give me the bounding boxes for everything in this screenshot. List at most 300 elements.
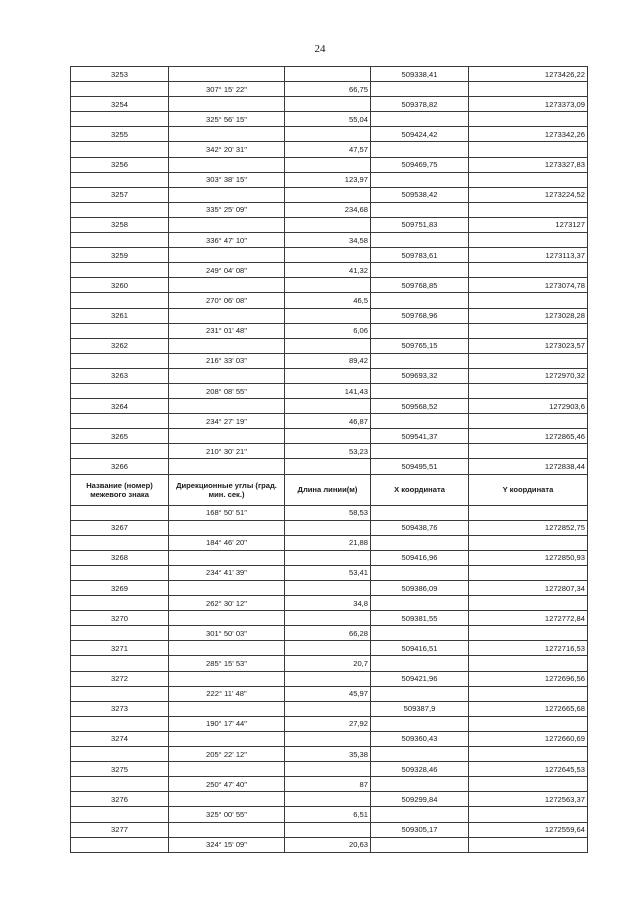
- segment-row: [71, 837, 588, 852]
- line-length-cell: 53,23: [285, 444, 371, 459]
- segment-row: [71, 444, 588, 459]
- x-coordinate-cell: 509416,96: [371, 550, 469, 565]
- direction-angle-cell: 285° 15' 53": [169, 656, 285, 671]
- line-length-cell: [285, 217, 371, 232]
- x-coordinate-cell: [371, 323, 469, 338]
- x-coordinate-cell: [371, 716, 469, 731]
- point-name-cell: [71, 505, 169, 520]
- direction-angle-cell: [169, 368, 285, 383]
- point-name-cell: [71, 656, 169, 671]
- point-name-cell: [71, 383, 169, 398]
- y-coordinate-cell: [469, 112, 588, 127]
- line-length-cell: [285, 187, 371, 202]
- y-coordinate-cell: [469, 837, 588, 852]
- x-coordinate-cell: [371, 202, 469, 217]
- line-length-cell: 46,87: [285, 414, 371, 429]
- y-coordinate-cell: [469, 233, 588, 248]
- x-coordinate-cell: 509765,15: [371, 338, 469, 353]
- line-length-cell: [285, 248, 371, 263]
- line-length-cell: 20,7: [285, 656, 371, 671]
- y-coordinate-cell: [469, 293, 588, 308]
- point-name-cell: 3275: [71, 762, 169, 777]
- y-coordinate-cell: 1272645,53: [469, 762, 588, 777]
- direction-angle-cell: [169, 671, 285, 686]
- point-row: [71, 459, 588, 474]
- y-coordinate-cell: [469, 686, 588, 701]
- y-coordinate-cell: [469, 535, 588, 550]
- point-name-cell: [71, 142, 169, 157]
- point-row: [71, 97, 588, 112]
- point-name-cell: 3260: [71, 278, 169, 293]
- y-coordinate-cell: 1272970,32: [469, 368, 588, 383]
- point-row: [71, 550, 588, 565]
- direction-angle-cell: 335° 25' 09": [169, 202, 285, 217]
- line-length-cell: 234,68: [285, 202, 371, 217]
- line-length-cell: 123,97: [285, 172, 371, 187]
- direction-angle-cell: [169, 127, 285, 142]
- y-coordinate-cell: [469, 353, 588, 368]
- segment-row: [71, 535, 588, 550]
- point-name-cell: 3273: [71, 701, 169, 716]
- x-coordinate-cell: [371, 596, 469, 611]
- line-length-cell: [285, 127, 371, 142]
- line-length-cell: 66,75: [285, 82, 371, 97]
- direction-angle-cell: 190° 17' 44": [169, 716, 285, 731]
- point-name-cell: 3263: [71, 368, 169, 383]
- direction-angle-cell: [169, 429, 285, 444]
- x-coordinate-cell: 509469,75: [371, 157, 469, 172]
- y-coordinate-cell: 1273327,83: [469, 157, 588, 172]
- point-row: [71, 67, 588, 82]
- x-coordinate-cell: [371, 293, 469, 308]
- x-coordinate-cell: [371, 353, 469, 368]
- line-length-cell: [285, 308, 371, 323]
- point-name-cell: [71, 172, 169, 187]
- x-coordinate-cell: [371, 233, 469, 248]
- point-row: [71, 278, 588, 293]
- point-row: [71, 641, 588, 656]
- table-body-lower: [71, 505, 588, 852]
- line-length-cell: [285, 67, 371, 82]
- x-coordinate-cell: 509693,32: [371, 368, 469, 383]
- point-name-cell: 3271: [71, 641, 169, 656]
- point-name-cell: 3253: [71, 67, 169, 82]
- point-name-cell: [71, 747, 169, 762]
- x-coordinate-cell: [371, 383, 469, 398]
- y-coordinate-cell: 1272865,46: [469, 429, 588, 444]
- line-length-cell: [285, 368, 371, 383]
- line-length-cell: 58,53: [285, 505, 371, 520]
- line-length-cell: 20,63: [285, 837, 371, 852]
- point-name-cell: 3261: [71, 308, 169, 323]
- x-coordinate-cell: [371, 837, 469, 852]
- y-coordinate-cell: 1272563,37: [469, 792, 588, 807]
- x-coordinate-cell: [371, 444, 469, 459]
- x-coordinate-cell: 509568,52: [371, 399, 469, 414]
- segment-row: [71, 626, 588, 641]
- segment-row: [71, 202, 588, 217]
- line-length-cell: [285, 731, 371, 746]
- direction-angle-cell: [169, 611, 285, 626]
- direction-angle-cell: [169, 157, 285, 172]
- y-coordinate-cell: 1273023,57: [469, 338, 588, 353]
- direction-angle-cell: 205° 22' 12": [169, 747, 285, 762]
- header-y: Y координата: [469, 474, 588, 505]
- segment-row: [71, 353, 588, 368]
- segment-row: [71, 747, 588, 762]
- direction-angle-cell: 262° 30' 12": [169, 596, 285, 611]
- point-name-cell: [71, 353, 169, 368]
- line-length-cell: 47,57: [285, 142, 371, 157]
- line-length-cell: [285, 157, 371, 172]
- direction-angle-cell: [169, 762, 285, 777]
- point-row: [71, 822, 588, 837]
- line-length-cell: 53,41: [285, 565, 371, 580]
- direction-angle-cell: [169, 792, 285, 807]
- direction-angle-cell: [169, 641, 285, 656]
- point-name-cell: 3272: [71, 671, 169, 686]
- point-row: [71, 368, 588, 383]
- point-name-cell: [71, 233, 169, 248]
- segment-row: [71, 807, 588, 822]
- x-coordinate-cell: 509299,84: [371, 792, 469, 807]
- point-row: [71, 217, 588, 232]
- point-name-cell: [71, 323, 169, 338]
- line-length-cell: [285, 641, 371, 656]
- y-coordinate-cell: [469, 565, 588, 580]
- line-length-cell: 6,51: [285, 807, 371, 822]
- x-coordinate-cell: [371, 565, 469, 580]
- x-coordinate-cell: [371, 807, 469, 822]
- y-coordinate-cell: [469, 716, 588, 731]
- direction-angle-cell: [169, 187, 285, 202]
- point-name-cell: 3269: [71, 581, 169, 596]
- segment-row: [71, 565, 588, 580]
- x-coordinate-cell: 509768,96: [371, 308, 469, 323]
- direction-angle-cell: [169, 67, 285, 82]
- y-coordinate-cell: 1273342,26: [469, 127, 588, 142]
- y-coordinate-cell: 1272850,93: [469, 550, 588, 565]
- point-name-cell: 3257: [71, 187, 169, 202]
- direction-angle-cell: [169, 278, 285, 293]
- segment-row: [71, 656, 588, 671]
- direction-angle-cell: 301° 50' 03": [169, 626, 285, 641]
- point-row: [71, 671, 588, 686]
- point-name-cell: 3258: [71, 217, 169, 232]
- point-row: [71, 399, 588, 414]
- y-coordinate-cell: 1273127: [469, 217, 588, 232]
- point-row: [71, 701, 588, 716]
- point-row: [71, 762, 588, 777]
- direction-angle-cell: 324° 15' 09": [169, 837, 285, 852]
- header-angle: Дирекционные углы (град. мин. сек.): [169, 474, 285, 505]
- direction-angle-cell: 234° 41' 39": [169, 565, 285, 580]
- direction-angle-cell: 336° 47' 10": [169, 233, 285, 248]
- x-coordinate-cell: 509378,82: [371, 97, 469, 112]
- direction-angle-cell: 216° 33' 03": [169, 353, 285, 368]
- y-coordinate-cell: 1272903,6: [469, 399, 588, 414]
- y-coordinate-cell: 1272807,34: [469, 581, 588, 596]
- segment-row: [71, 596, 588, 611]
- segment-row: [71, 323, 588, 338]
- y-coordinate-cell: 1272660,69: [469, 731, 588, 746]
- point-name-cell: [71, 686, 169, 701]
- y-coordinate-cell: [469, 596, 588, 611]
- line-length-cell: 6,06: [285, 323, 371, 338]
- segment-row: [71, 293, 588, 308]
- y-coordinate-cell: [469, 263, 588, 278]
- direction-angle-cell: [169, 308, 285, 323]
- line-length-cell: [285, 338, 371, 353]
- x-coordinate-cell: [371, 172, 469, 187]
- point-row: [71, 520, 588, 535]
- line-length-cell: [285, 581, 371, 596]
- table-body-upper: [71, 67, 588, 475]
- line-length-cell: 41,32: [285, 263, 371, 278]
- x-coordinate-cell: [371, 414, 469, 429]
- line-length-cell: 34,8: [285, 596, 371, 611]
- line-length-cell: 45,97: [285, 686, 371, 701]
- y-coordinate-cell: 1272852,75: [469, 520, 588, 535]
- x-coordinate-cell: 509783,61: [371, 248, 469, 263]
- header-name: Название (номер) межевого знака: [71, 474, 169, 505]
- y-coordinate-cell: 1273074,78: [469, 278, 588, 293]
- point-name-cell: [71, 444, 169, 459]
- direction-angle-cell: [169, 581, 285, 596]
- point-name-cell: [71, 535, 169, 550]
- direction-angle-cell: [169, 731, 285, 746]
- direction-angle-cell: 208° 08' 55": [169, 383, 285, 398]
- line-length-cell: [285, 97, 371, 112]
- point-name-cell: [71, 293, 169, 308]
- point-name-cell: [71, 716, 169, 731]
- direction-angle-cell: 270° 06' 08": [169, 293, 285, 308]
- direction-angle-cell: 325° 00' 55": [169, 807, 285, 822]
- point-name-cell: 3255: [71, 127, 169, 142]
- point-name-cell: 3277: [71, 822, 169, 837]
- line-length-cell: 66,28: [285, 626, 371, 641]
- line-length-cell: [285, 611, 371, 626]
- header-length: Длина линии(м): [285, 474, 371, 505]
- direction-angle-cell: 325° 56' 15": [169, 112, 285, 127]
- y-coordinate-cell: [469, 656, 588, 671]
- direction-angle-cell: 250° 47' 40": [169, 777, 285, 792]
- x-coordinate-cell: 509381,55: [371, 611, 469, 626]
- point-row: [71, 581, 588, 596]
- y-coordinate-cell: 1272838,44: [469, 459, 588, 474]
- direction-angle-cell: 210° 30' 21": [169, 444, 285, 459]
- point-name-cell: [71, 414, 169, 429]
- x-coordinate-cell: [371, 777, 469, 792]
- y-coordinate-cell: [469, 414, 588, 429]
- x-coordinate-cell: 509305,17: [371, 822, 469, 837]
- point-row: [71, 248, 588, 263]
- x-coordinate-cell: 509387,9: [371, 701, 469, 716]
- point-name-cell: [71, 626, 169, 641]
- point-name-cell: [71, 807, 169, 822]
- y-coordinate-cell: 1273224,52: [469, 187, 588, 202]
- segment-row: [71, 263, 588, 278]
- y-coordinate-cell: 1273373,09: [469, 97, 588, 112]
- x-coordinate-cell: 509386,09: [371, 581, 469, 596]
- line-length-cell: 46,5: [285, 293, 371, 308]
- y-coordinate-cell: [469, 202, 588, 217]
- x-coordinate-cell: [371, 686, 469, 701]
- direction-angle-cell: 249° 04' 08": [169, 263, 285, 278]
- x-coordinate-cell: 509360,43: [371, 731, 469, 746]
- point-name-cell: [71, 202, 169, 217]
- point-row: [71, 308, 588, 323]
- x-coordinate-cell: 509495,51: [371, 459, 469, 474]
- line-length-cell: [285, 671, 371, 686]
- point-name-cell: 3268: [71, 550, 169, 565]
- line-length-cell: [285, 278, 371, 293]
- line-length-cell: [285, 429, 371, 444]
- direction-angle-cell: [169, 338, 285, 353]
- point-row: [71, 338, 588, 353]
- x-coordinate-cell: [371, 505, 469, 520]
- line-length-cell: 89,42: [285, 353, 371, 368]
- point-name-cell: 3262: [71, 338, 169, 353]
- x-coordinate-cell: 509424,42: [371, 127, 469, 142]
- y-coordinate-cell: [469, 82, 588, 97]
- y-coordinate-cell: 1272716,53: [469, 641, 588, 656]
- direction-angle-cell: [169, 97, 285, 112]
- line-length-cell: 141,43: [285, 383, 371, 398]
- line-length-cell: [285, 701, 371, 716]
- point-name-cell: 3274: [71, 731, 169, 746]
- header-x: X координата: [371, 474, 469, 505]
- line-length-cell: 55,04: [285, 112, 371, 127]
- point-name-cell: 3259: [71, 248, 169, 263]
- direction-angle-cell: 342° 20' 31": [169, 142, 285, 157]
- point-name-cell: 3276: [71, 792, 169, 807]
- point-row: [71, 792, 588, 807]
- line-length-cell: 21,88: [285, 535, 371, 550]
- line-length-cell: [285, 520, 371, 535]
- point-name-cell: 3266: [71, 459, 169, 474]
- point-name-cell: [71, 837, 169, 852]
- direction-angle-cell: 231° 01' 48": [169, 323, 285, 338]
- direction-angle-cell: 234° 27' 19": [169, 414, 285, 429]
- line-length-cell: [285, 792, 371, 807]
- segment-row: [71, 777, 588, 792]
- line-length-cell: [285, 822, 371, 837]
- page-number: 24: [314, 43, 326, 55]
- segment-row: [71, 505, 588, 520]
- y-coordinate-cell: [469, 323, 588, 338]
- x-coordinate-cell: 509421,96: [371, 671, 469, 686]
- x-coordinate-cell: 509328,46: [371, 762, 469, 777]
- segment-row: [71, 172, 588, 187]
- x-coordinate-cell: [371, 535, 469, 550]
- segment-row: [71, 414, 588, 429]
- line-length-cell: 34,58: [285, 233, 371, 248]
- segment-row: [71, 686, 588, 701]
- point-name-cell: 3264: [71, 399, 169, 414]
- x-coordinate-cell: 509751,83: [371, 217, 469, 232]
- x-coordinate-cell: [371, 626, 469, 641]
- line-length-cell: 87: [285, 777, 371, 792]
- segment-row: [71, 233, 588, 248]
- direction-angle-cell: [169, 550, 285, 565]
- segment-row: [71, 142, 588, 157]
- y-coordinate-cell: 1272696,56: [469, 671, 588, 686]
- point-name-cell: [71, 263, 169, 278]
- direction-angle-cell: 307° 15' 22": [169, 82, 285, 97]
- x-coordinate-cell: [371, 112, 469, 127]
- x-coordinate-cell: 509416,51: [371, 641, 469, 656]
- direction-angle-cell: [169, 248, 285, 263]
- line-length-cell: [285, 459, 371, 474]
- segment-row: [71, 82, 588, 97]
- y-coordinate-cell: [469, 505, 588, 520]
- point-name-cell: 3267: [71, 520, 169, 535]
- point-row: [71, 611, 588, 626]
- direction-angle-cell: [169, 459, 285, 474]
- direction-angle-cell: 184° 46' 20": [169, 535, 285, 550]
- segment-row: [71, 716, 588, 731]
- line-length-cell: 27,92: [285, 716, 371, 731]
- direction-angle-cell: [169, 217, 285, 232]
- direction-angle-cell: [169, 701, 285, 716]
- direction-angle-cell: [169, 520, 285, 535]
- direction-angle-cell: [169, 399, 285, 414]
- direction-angle-cell: 168° 50' 51": [169, 505, 285, 520]
- y-coordinate-cell: [469, 777, 588, 792]
- x-coordinate-cell: 509538,42: [371, 187, 469, 202]
- y-coordinate-cell: [469, 142, 588, 157]
- y-coordinate-cell: 1273113,37: [469, 248, 588, 263]
- boundary-coordinates-table: [70, 66, 588, 853]
- x-coordinate-cell: [371, 656, 469, 671]
- point-name-cell: [71, 565, 169, 580]
- line-length-cell: [285, 762, 371, 777]
- x-coordinate-cell: [371, 82, 469, 97]
- point-name-cell: [71, 112, 169, 127]
- segment-row: [71, 383, 588, 398]
- y-coordinate-cell: 1273028,28: [469, 308, 588, 323]
- point-row: [71, 157, 588, 172]
- table-header: [71, 474, 588, 505]
- direction-angle-cell: 222° 11' 48": [169, 686, 285, 701]
- y-coordinate-cell: 1272559,64: [469, 822, 588, 837]
- line-length-cell: [285, 399, 371, 414]
- point-name-cell: 3254: [71, 97, 169, 112]
- header-row: [71, 474, 588, 505]
- point-name-cell: [71, 777, 169, 792]
- point-name-cell: 3265: [71, 429, 169, 444]
- x-coordinate-cell: [371, 747, 469, 762]
- y-coordinate-cell: [469, 807, 588, 822]
- x-coordinate-cell: [371, 142, 469, 157]
- y-coordinate-cell: [469, 172, 588, 187]
- x-coordinate-cell: [371, 263, 469, 278]
- point-name-cell: 3256: [71, 157, 169, 172]
- line-length-cell: [285, 550, 371, 565]
- point-name-cell: [71, 82, 169, 97]
- y-coordinate-cell: [469, 747, 588, 762]
- direction-angle-cell: 303° 38' 15": [169, 172, 285, 187]
- point-row: [71, 187, 588, 202]
- point-row: [71, 429, 588, 444]
- point-row: [71, 731, 588, 746]
- y-coordinate-cell: 1272665,68: [469, 701, 588, 716]
- y-coordinate-cell: 1272772,84: [469, 611, 588, 626]
- x-coordinate-cell: 509768,85: [371, 278, 469, 293]
- segment-row: [71, 112, 588, 127]
- x-coordinate-cell: 509338,41: [371, 67, 469, 82]
